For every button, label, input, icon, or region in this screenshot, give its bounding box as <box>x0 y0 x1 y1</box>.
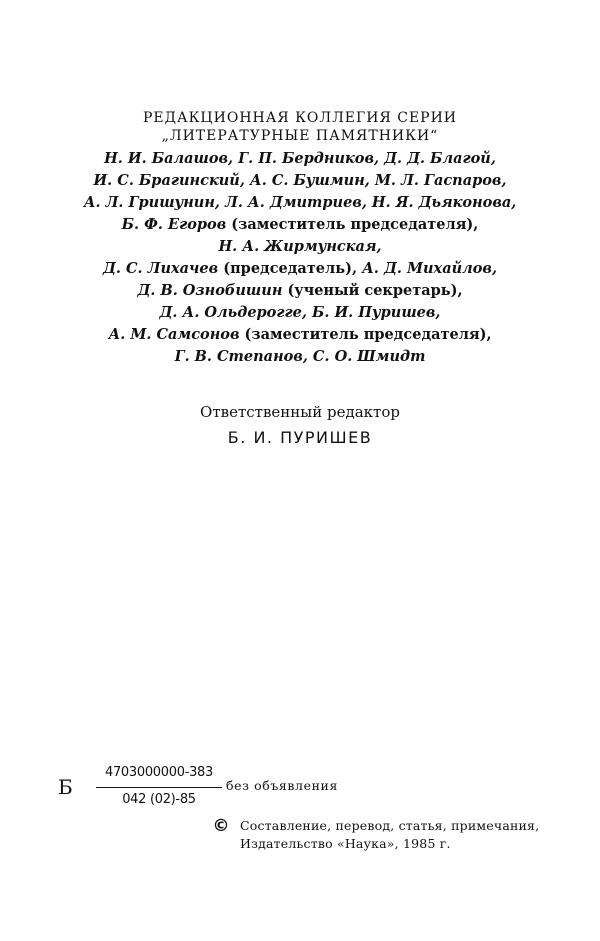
board-heading-line2: „ЛИТЕРАТУРНЫЕ ПАМЯТНИКИ“ <box>161 128 439 144</box>
board-member-line <box>0 192 600 214</box>
member-role: (председатель), <box>223 260 358 277</box>
board-member-line <box>0 236 600 258</box>
member-names: Н. И. Балашов, Г. П. Бердников, Д. Д. Благой, <box>104 150 496 167</box>
imprint-note: без объявления <box>226 778 338 793</box>
member-names: И. С. Брагинский, А. С. Бушмин, М. Л. Гаспаров, <box>93 172 507 189</box>
copyright-icon: © <box>212 816 230 836</box>
member-role: (заместитель председателя), <box>231 216 479 233</box>
member-names: А. Д. Михайлов, <box>357 260 497 277</box>
member-names: Г. В. Степанов, С. О. Шмидт <box>174 348 426 365</box>
imprint-denominator: 042 (02)-85 <box>122 792 196 807</box>
copyright-line1: Составление, перевод, статья, примечания, <box>240 818 540 833</box>
board-member-line <box>0 258 600 280</box>
member-names: А. М. Самсонов <box>108 326 245 343</box>
member-names: Д. С. Лихачев <box>103 260 224 277</box>
member-names: Б. Ф. Егоров <box>121 216 232 233</box>
imprint-numerator: 4703000000-383 <box>104 765 213 780</box>
board-member-line <box>0 302 600 324</box>
board-member-line <box>0 324 600 346</box>
member-names: Н. А. Жирмунская, <box>218 238 382 255</box>
member-names: Д. В. Ознобишин <box>137 282 288 299</box>
board-member-line <box>0 170 600 192</box>
board-member-line <box>0 346 600 368</box>
editor-caption: Ответственный редактор <box>200 403 400 421</box>
copyright-line2: Издательство «Наука», 1985 г. <box>240 836 451 851</box>
member-names: Д. А. Ольдерогге, Б. И. Пуришев, <box>159 304 441 321</box>
board-member-line <box>0 148 600 170</box>
board-member-line <box>0 214 600 236</box>
member-names: А. Л. Гришунин, Л. А. Дмитриев, Н. Я. Дьяконова, <box>83 194 517 211</box>
board-member-line <box>0 280 600 302</box>
member-role: (заместитель председателя), <box>244 326 492 343</box>
imprint-letter: Б <box>58 775 73 799</box>
board-heading-line1: РЕДАКЦИОННАЯ КОЛЛЕГИЯ СЕРИИ <box>142 110 458 126</box>
editor-name: Б. И. ПУРИШЕВ <box>227 428 373 447</box>
imprint-fraction-rule <box>96 787 222 788</box>
member-role: (ученый секретарь), <box>287 282 463 299</box>
